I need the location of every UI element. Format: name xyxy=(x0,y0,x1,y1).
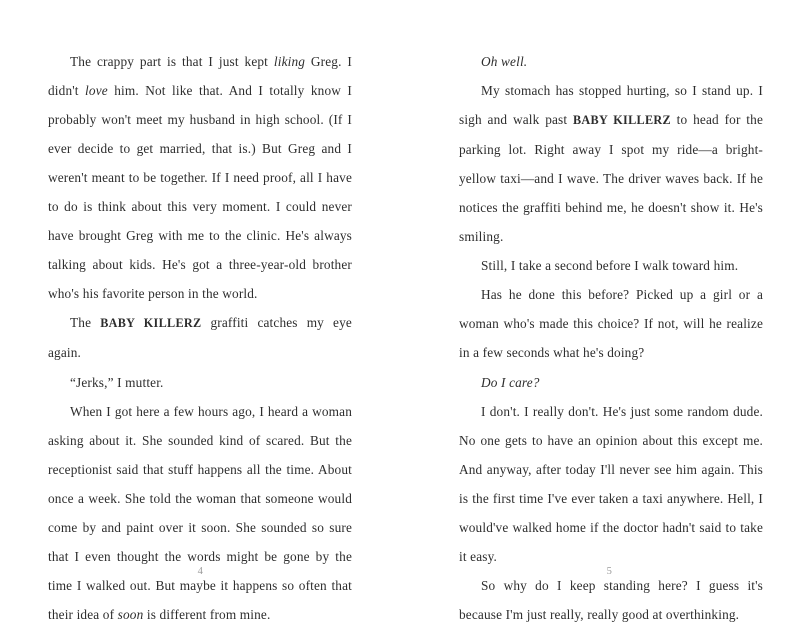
body-text: him. Not like that. And I totally know I probably won't meet my husband in high school. (If I ever decide to get married, that is.) But Greg and I weren't meant to be together. If I need proof, all I have to do is think about this very moment. I could never have brought Greg with me to the clinic. He's always talking about kids. He's got a three-year-old brother who's his favorite person in the world. xyxy=(48,83,352,302)
page-number-right: 5 xyxy=(606,566,613,577)
emphasis-text: Do I care? xyxy=(481,374,540,390)
graffiti-text: BABY KILLERZ xyxy=(573,113,671,128)
body-text: When I got here a few hours ago, I heard a woman asking about it. She sounded kind of scared. But the receptionist said that stuff happens all the time. About once a week. She told the woman that someone would come by and paint over it soon. She sounded so sure that I even thought the words might be gone by the time I walked out. But maybe it happens so often that their idea of xyxy=(48,403,352,622)
graffiti-text: BABY KILLERZ xyxy=(100,316,202,331)
body-text: The xyxy=(70,315,101,331)
body-text: is different from mine. xyxy=(143,606,271,622)
body-text: to head for the parking lot. Right away I spot my ride—a bright-yellow taxi—and I wave. The driver waves back. If he notices the graffiti behind me, he doesn't show it. He's smiling. xyxy=(459,112,764,245)
body-text: So why do I keep standing here? I guess it's because I'm just really, really good at overthinking. xyxy=(459,577,763,622)
paragraph xyxy=(48,368,352,397)
page-right-textblock xyxy=(459,47,763,629)
page-left-textblock xyxy=(48,47,352,629)
paragraph xyxy=(459,571,763,629)
body-text: I don't. I really don't. He's just some random dude. No one gets to have an opinion about this except me. And anyway, after today I'll never see him again. This is the first time I've ever taken a taxi anywhere. Hell, I would've walked home if the doctor hadn't said to take it easy. xyxy=(459,403,763,564)
paragraph xyxy=(459,368,763,397)
emphasis-text: Oh well. xyxy=(481,54,528,69)
page-left xyxy=(0,0,405,622)
paragraph xyxy=(48,308,352,367)
paragraph xyxy=(459,47,763,76)
emphasis-text: love xyxy=(85,83,108,99)
body-text: Has he done this before? Picked up a girl or a woman who's made this choice? If not, will he realize in a few seconds what he's doing? xyxy=(459,287,763,361)
body-text: The crappy part is that I just kept xyxy=(70,54,274,69)
body-text: Greg. I didn't xyxy=(48,54,352,99)
paragraph xyxy=(459,76,763,251)
body-text: “Jerks,” I mutter. xyxy=(70,374,164,390)
emphasis-text: soon xyxy=(117,606,144,622)
page-number-left: 4 xyxy=(197,566,204,577)
body-text: Still, I take a second before I walk toward him. xyxy=(481,258,739,274)
body-text: My stomach has stopped hurting, so I stand up. I sigh and walk past xyxy=(459,83,763,128)
paragraph xyxy=(459,251,763,280)
paragraph xyxy=(48,47,352,308)
paragraph xyxy=(48,397,352,629)
body-text: graffiti catches my eye again. xyxy=(48,315,352,361)
paragraph xyxy=(459,397,763,571)
page-right xyxy=(405,0,810,622)
emphasis-text: liking xyxy=(273,54,306,69)
paragraph xyxy=(459,280,763,367)
